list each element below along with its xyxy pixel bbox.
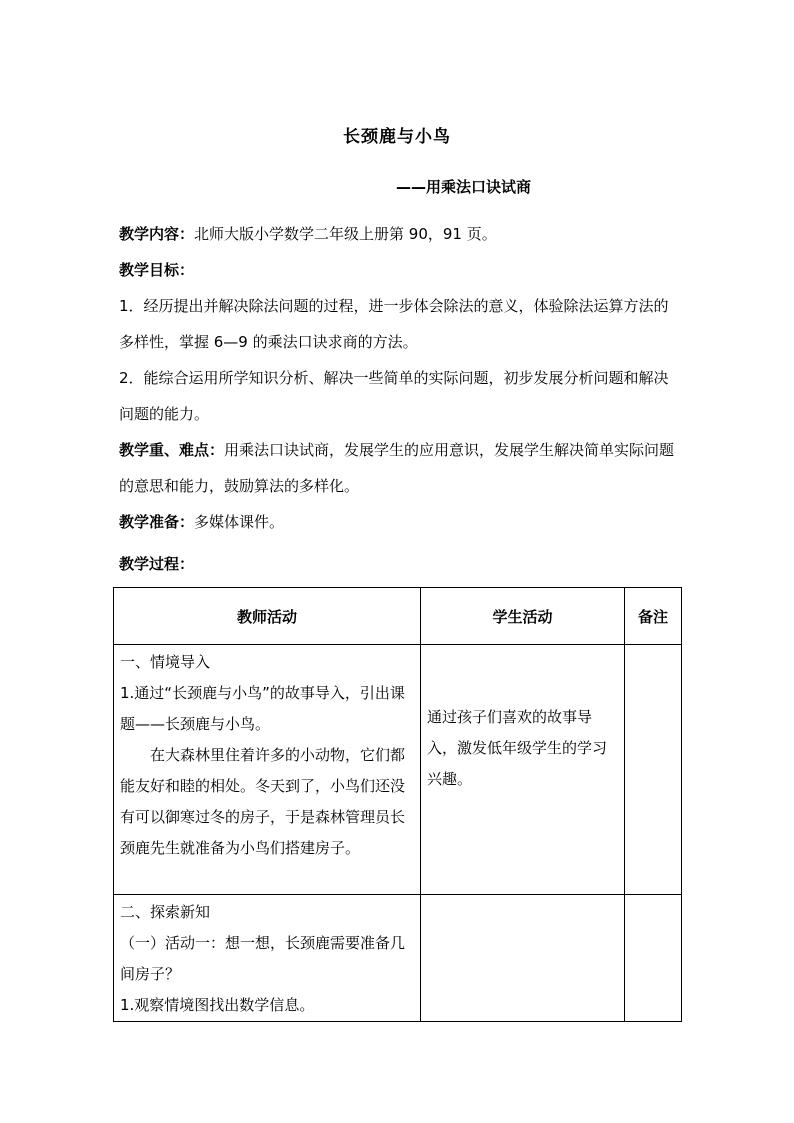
document-subtitle: ——用乘法口诀试商 [396, 178, 532, 196]
document-title: 长颈鹿与小鸟 [343, 127, 451, 147]
notes-cell [625, 895, 682, 1022]
teaching-content-text: 北师大版小学数学二年级上册第 90，91 页。 [194, 225, 497, 243]
teacher-activity-cell [114, 895, 421, 1022]
table-header-row [114, 588, 682, 645]
teacher-activity-text: （一）活动一：想一想，长颈鹿需要准备几间房子？ [120, 934, 406, 983]
teaching-content [119, 216, 679, 252]
teaching-goal-2: 2．能综合运用所学知识分析、解决一些简单的实际问题，初步发展分析问题和解决问题的能力。 [119, 369, 669, 423]
teaching-preparation [119, 504, 679, 540]
teaching-process-heading [119, 546, 679, 582]
student-activity-cell [421, 895, 625, 1022]
teaching-process-label: 教学过程： [119, 555, 195, 573]
teacher-activity-text: 1.观察情境图找出数学信息。 [120, 996, 315, 1014]
table-row [114, 645, 682, 895]
student-activity-cell [421, 645, 625, 895]
teacher-activity-text: 1.通过“长颈鹿与小鸟”的故事导入，引出课题——长颈鹿与小鸟。 [120, 684, 405, 733]
teaching-preparation-label: 教学准备： [119, 513, 195, 531]
student-activity-text: 通过孩子们喜欢的故事导入，激发低年级学生的学习兴趣。 [427, 708, 608, 788]
header-student-activity: 学生活动 [421, 588, 625, 645]
teaching-process-table [113, 587, 682, 1022]
teaching-goals-heading [119, 252, 679, 288]
teaching-goals-label: 教学目标： [119, 261, 195, 279]
key-points [119, 432, 679, 504]
teaching-content-label: 教学内容： [119, 225, 195, 243]
table-row [114, 895, 682, 1022]
key-points-text: 用乘法口诀试商，发展学生的应用意识，发展学生解决简单实际问题的意思和能力，鼓励算法的多样化。 [119, 441, 675, 495]
teacher-activity-story: 在大森林里住着许多的小动物，它们都能友好和睦的相处。冬天到了，小鸟们还没有可以御寒过冬的房子，于是森林管理员长颈鹿先生就准备为小鸟们搭建房子。 [120, 746, 406, 857]
teaching-goal-1: 1．经历提出并解决除法问题的过程，进一步体会除法的意义，体验除法运算方法的多样性，掌握 6—9 的乘法口诀求商的方法。 [119, 297, 669, 351]
section-heading: 二、探索新知 [120, 903, 211, 921]
teacher-activity-cell [114, 645, 421, 895]
header-notes: 备注 [625, 588, 682, 645]
section-heading: 一、情境导入 [120, 653, 211, 671]
notes-cell [625, 645, 682, 895]
teaching-preparation-text: 多媒体课件。 [194, 513, 285, 531]
header-teacher-activity: 教师活动 [114, 588, 421, 645]
key-points-label: 教学重、难点： [119, 441, 225, 459]
